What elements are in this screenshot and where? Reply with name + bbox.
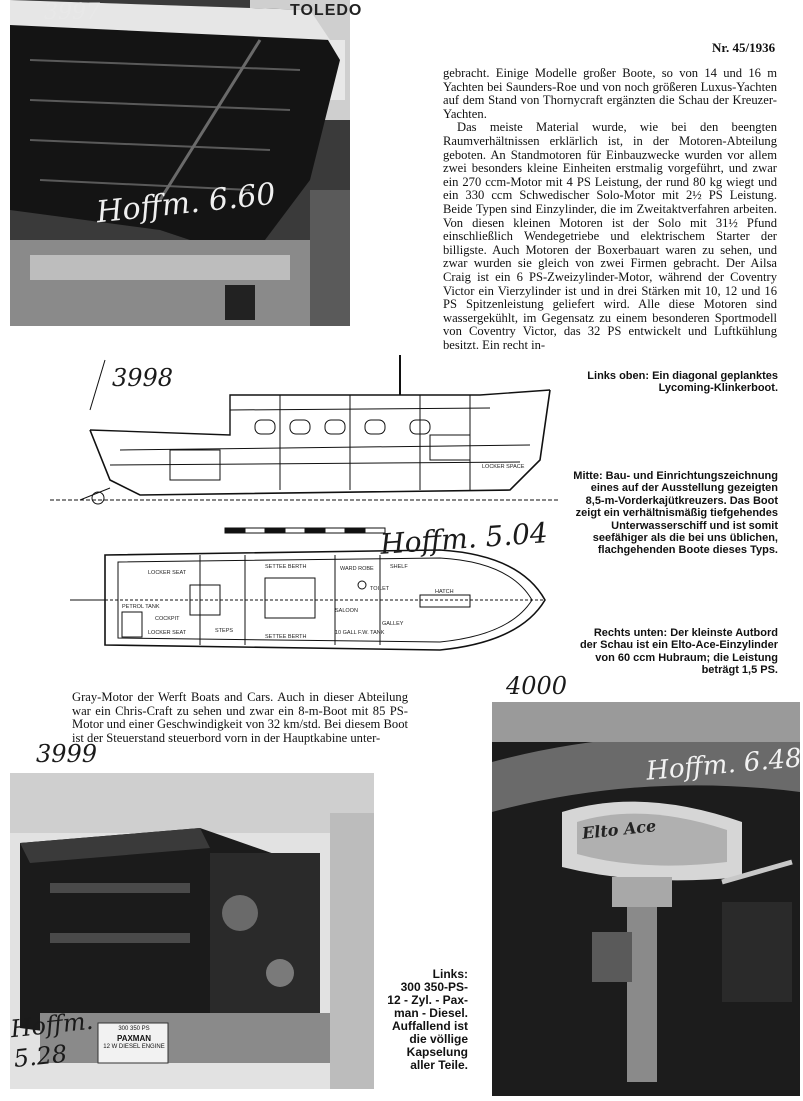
caption-links-line: die völlige: [409, 1032, 468, 1046]
handwritten-number-engine: 3999: [36, 740, 98, 768]
caption-links-line: Links:: [432, 967, 468, 981]
plan-label-locker-space: LOCKER SPACE: [482, 464, 525, 470]
handwritten-price-outboard: Hoffm. 6.48: [644, 743, 803, 787]
caption-links-line: Auffallend ist: [391, 1019, 468, 1033]
plan-label-petrol-tank: PETROL TANK: [122, 604, 160, 610]
article-paragraph: Gray-Motor der Werft Boats and Cars. Auch in dieser Abteilung war ein Chris-Craft zu sehen und zwar ein 8-m-Boot mit 85 PS-Motor und einer Geschwindigkeit von 32 km/std. Bei diesem Boot ist der Steuerstand steuerbord vorn in der Hauptkabine unter-: [72, 690, 408, 745]
caption-links-line: 300 350-PS-: [400, 980, 468, 994]
plan-label-cockpit: COCKPIT: [155, 616, 180, 622]
engine-sign: [100, 1025, 168, 1052]
caption-rechts-unten: Rechts unten: Der kleinste Autbord der Schau ist ein Elto-Ace-Einzylinder von 60 ccm Hubraum; die Leistung beträgt 1,5 PS.: [579, 627, 778, 677]
photo-clinker-boat: [10, 0, 363, 326]
handwritten-number-outboard: 4000: [506, 672, 568, 700]
caption-mitte: Mitte: Bau- und Einrichtungszeichnung eines auf der Ausstellung gezeigten 8,5-m-Vorderkajütkreuzers. Das Boot zeigt ein verhältnismäßig tiefgehendes Unterwasserschiff und ist somit seefähiger als die bei uns üblichen, flachgehenden Boote dieses Typs.: [573, 470, 778, 557]
plan-label-water-tank: 10 GALL F.W. TANK: [335, 630, 385, 636]
handwritten-price-plan: Hoffm. 5.04: [379, 516, 549, 561]
caption-links: [376, 968, 468, 1072]
boat-plan-drawing: [50, 350, 570, 680]
plan-label-locker-seat-top: LOCKER SEAT: [148, 570, 187, 576]
article-column-middle: [72, 691, 408, 745]
caption-links-line: Kapselung: [406, 1045, 468, 1059]
clinker-boat-image: [10, 0, 350, 326]
engine-sign-line3: 12 W DIESEL ENGINE: [103, 1044, 165, 1050]
handwritten-price-top: Hoffm. 6.60: [94, 176, 278, 231]
handwritten-price-engine: Hoffm. 5.28: [9, 1006, 95, 1074]
plan-label-shelf: SHELF: [390, 564, 408, 570]
caption-links-line: 12 - Zyl. - Pax-: [387, 993, 468, 1007]
plan-label-saloon: SALOON: [335, 608, 358, 614]
outboard-brand: Elto Ace: [581, 816, 658, 843]
plan-label-locker-seat-bottom: LOCKER SEAT: [148, 630, 187, 636]
handwritten-number-top: 3997: [44, 0, 100, 25]
engine-sign-line1: 300 350 PS: [118, 1026, 150, 1032]
boat-plan-svg: [50, 350, 570, 680]
plan-label-hatch: HATCH: [435, 589, 454, 595]
caption-links-line: man - Diesel.: [393, 1006, 468, 1020]
sign-text: TOLEDO: [290, 2, 363, 19]
issue-number: Nr. 45/1936: [712, 40, 776, 55]
plan-label-settee-berth-top: SETTEE BERTH: [265, 564, 307, 570]
caption-links-line: aller Teile.: [410, 1058, 468, 1072]
plan-label-steps: STEPS: [215, 628, 234, 634]
article-paragraph: gebracht. Einige Modelle großer Boote, so von 14 und 16 m Yachten bei Saunders-Roe und von noch größeren Luxus-Yachten auf dem Stand von Thornycraft ergänzten die Schau der Kreuzer-Yachten.: [443, 66, 777, 121]
engine-sign-line2: PAXMAN: [116, 1034, 152, 1043]
plan-label-settee-berth-bottom: SETTEE BERTH: [265, 634, 307, 640]
plan-label-wardrobe: WARD ROBE: [340, 566, 374, 572]
plan-label-galley: GALLEY: [382, 621, 404, 627]
plan-label-toilet: TOILET: [370, 586, 390, 592]
handwritten-number-plan: 3998: [112, 364, 174, 392]
caption-links-oben: Links oben: Ein diagonal geplanktes Lycoming-Klinkerboot.: [587, 370, 778, 395]
article-paragraph: Das meiste Material wurde, wie bei den beengten Raumverhältnissen erklärlich ist, in der Motoren-Abteilung geboten. An Standmotoren für Einbauzwecke wurden vor allem zwei besonders kleine Einheiten erstmalig vorgeführt, und zwar ein 270 ccm-Motor mit 4 PS Leistung, der rund 80 kg wiegt und ein 330 ccm Schwedischer Solo-Motor mit 2½ PS Leistung. Beide Typen sind Einzylinder, die im Zweitaktverfahren arbeiten. Von diesen kleinen Motoren ist der Solo mit 31½ Pfund einschließlich Wendegetriebe und elektrischem Starter der billigste. Auch Motoren der Boxerbauart waren zu sehen, und zwar wurden sie gleich von zwei Firmen gebracht. Der Ailsa Craig ist ein 6 PS-Zweizylinder-Motor, während der Coventry Victor ein Vierzylinder ist und in drei Stärken mit 10, 12 und 16 PS Spitzenleistung geliefert wird. Alle diese Motoren sind wassergekühlt, im Gegensatz zu einem besonderen Sportmodell von Coventry Victor, das 32 PS entwickelt und Luftkühlung besitzt. Ein recht in-: [443, 120, 777, 352]
article-column-top: [443, 67, 777, 352]
